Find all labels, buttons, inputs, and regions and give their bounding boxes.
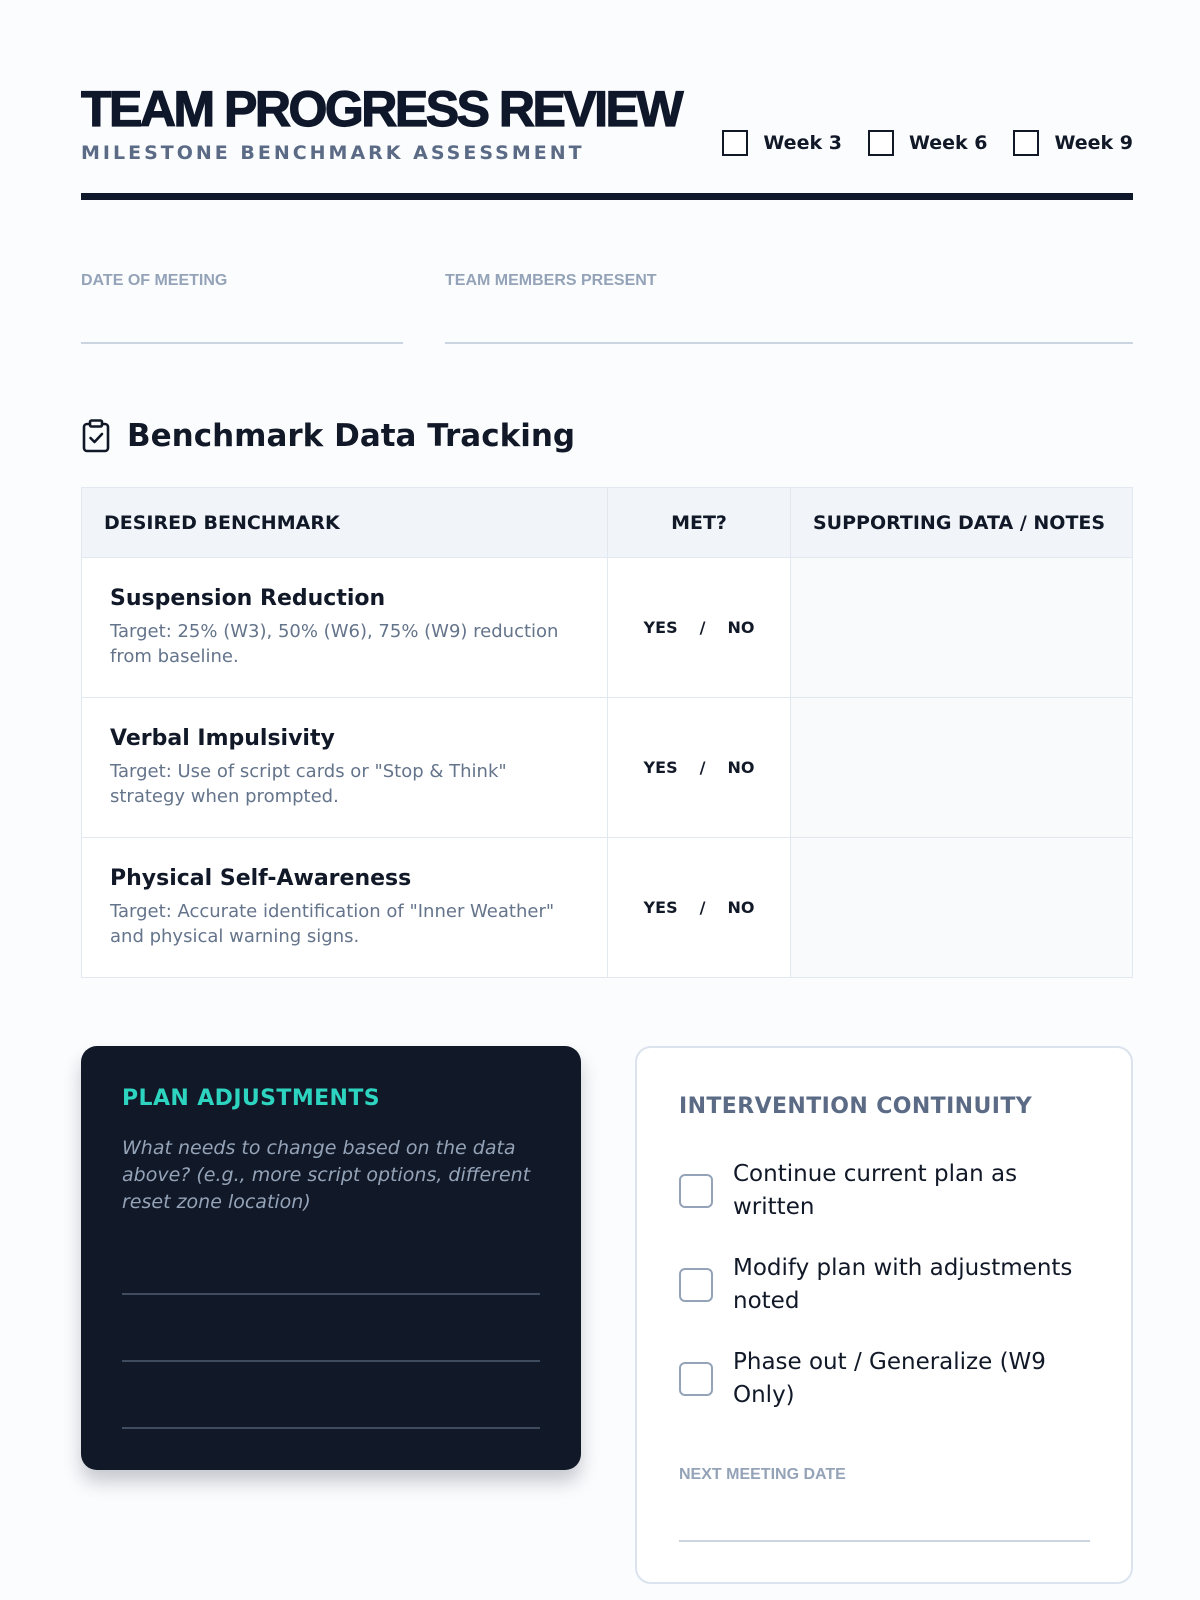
table-row — [82, 838, 1133, 978]
benchmark-name: Verbal Impulsivity — [110, 726, 335, 751]
intervention-continuity-title: INTERVENTION CONTINUITY — [679, 1094, 1033, 1119]
plan-adjustments-title: PLAN ADJUSTMENTS — [122, 1086, 381, 1111]
benchmark-cell — [82, 838, 608, 978]
yes-no-separator: / — [699, 758, 706, 777]
phase-out-checkbox[interactable] — [679, 1346, 1089, 1412]
benchmark-cell — [82, 698, 608, 838]
next-meeting-date-field[interactable] — [679, 1540, 1090, 1542]
option-label: Phase out / Generalize (W9 Only) — [733, 1349, 1046, 1408]
page-subtitle: MILESTONE BENCHMARK ASSESSMENT — [81, 142, 585, 164]
column-header-notes: SUPPORTING DATA / NOTES — [791, 488, 1133, 558]
table-row — [82, 698, 1133, 838]
notes-cell[interactable] — [791, 558, 1133, 698]
notes-cell[interactable] — [791, 698, 1133, 838]
date-of-meeting-field[interactable] — [81, 342, 403, 344]
modify-plan-checkbox[interactable] — [679, 1252, 1089, 1318]
week-checkboxes — [722, 130, 1133, 156]
benchmark-section-heading — [81, 418, 575, 454]
checkbox-square-icon — [868, 130, 894, 156]
option-label: Modify plan with adjustments noted — [733, 1255, 1073, 1314]
benchmark-target: Target: Use of script cards or "Stop & Think" strategy when prompted. — [110, 761, 507, 807]
benchmark-table — [81, 487, 1133, 978]
plan-writing-line[interactable] — [122, 1360, 540, 1362]
clipboard-check-icon — [81, 419, 111, 453]
header-divider — [81, 193, 1133, 200]
intervention-continuity-card — [635, 1046, 1133, 1584]
yes-option[interactable]: YES — [643, 898, 678, 917]
week-6-checkbox[interactable] — [868, 130, 988, 156]
team-members-label: TEAM MEMBERS PRESENT — [445, 272, 657, 289]
week-3-checkbox[interactable] — [722, 130, 842, 156]
met-cell — [608, 558, 791, 698]
checkbox-square-icon — [1013, 130, 1039, 156]
benchmark-target: Target: Accurate identification of "Inner Weather" and physical warning signs. — [110, 901, 555, 947]
yes-no-separator: / — [699, 898, 706, 917]
week-9-label: Week 9 — [1054, 132, 1133, 154]
benchmark-name: Physical Self-Awareness — [110, 866, 412, 891]
checkbox-square-icon — [679, 1362, 713, 1396]
date-of-meeting-label: DATE OF MEETING — [81, 272, 228, 289]
table-header-row — [82, 488, 1133, 558]
notes-cell[interactable] — [791, 838, 1133, 978]
column-header-benchmark: DESIRED BENCHMARK — [82, 488, 608, 558]
benchmark-name: Suspension Reduction — [110, 586, 386, 611]
column-header-met: MET? — [608, 488, 791, 558]
benchmark-section-title: Benchmark Data Tracking — [127, 418, 576, 454]
benchmark-cell — [82, 558, 608, 698]
benchmark-target: Target: 25% (W3), 50% (W6), 75% (W9) reduction from baseline. — [110, 621, 559, 667]
next-meeting-date-label: NEXT MEETING DATE — [679, 1466, 846, 1483]
checkbox-square-icon — [679, 1268, 713, 1302]
plan-writing-line[interactable] — [122, 1293, 540, 1295]
yes-no-separator: / — [699, 618, 706, 637]
no-option[interactable]: NO — [727, 758, 755, 777]
week-6-label: Week 6 — [908, 132, 988, 154]
yes-option[interactable]: YES — [643, 758, 678, 777]
no-option[interactable]: NO — [727, 618, 755, 637]
week-3-label: Week 3 — [763, 132, 842, 154]
header — [81, 81, 1133, 164]
continue-plan-checkbox[interactable] — [679, 1158, 1089, 1224]
plan-adjustments-card — [81, 1046, 581, 1470]
option-label: Continue current plan as written — [733, 1161, 1018, 1220]
table-row — [82, 558, 1133, 698]
team-members-field[interactable] — [445, 342, 1133, 344]
yes-option[interactable]: YES — [643, 618, 678, 637]
page-title: TEAM PROGRESS REVIEW — [81, 81, 682, 137]
met-cell — [608, 838, 791, 978]
no-option[interactable]: NO — [727, 898, 755, 917]
plan-writing-line[interactable] — [122, 1427, 540, 1429]
checkbox-square-icon — [722, 130, 748, 156]
week-9-checkbox[interactable] — [1013, 130, 1133, 156]
met-cell — [608, 698, 791, 838]
checkbox-square-icon — [679, 1174, 713, 1208]
plan-adjustments-prompt: What needs to change based on the data above? (e.g., more script options, different reset zone location) — [122, 1137, 531, 1213]
